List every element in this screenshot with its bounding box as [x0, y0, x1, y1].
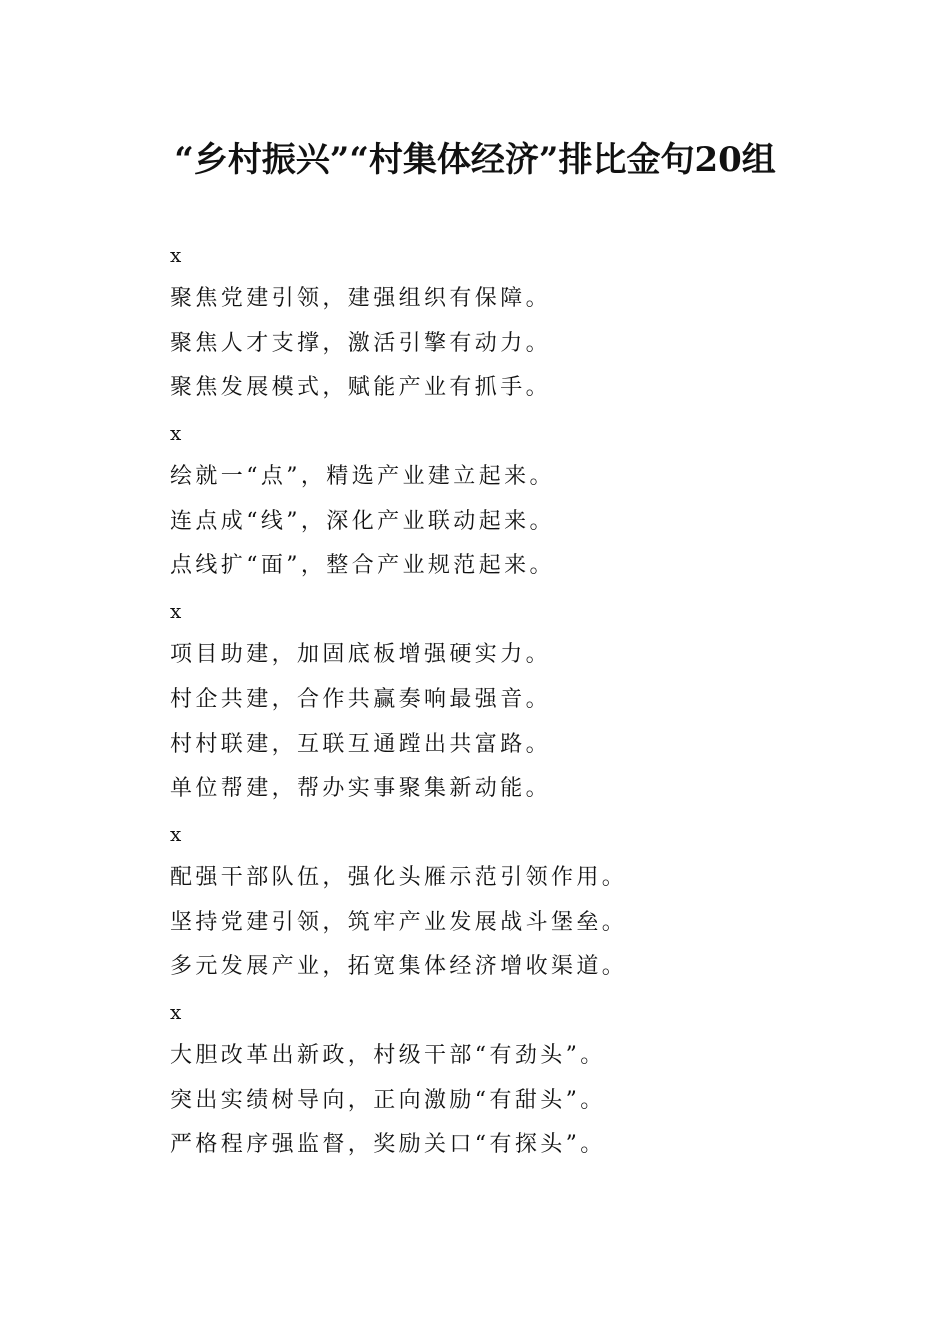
group-marker: x [170, 821, 182, 846]
phrase-line: 配强干部队伍，强化头雁示范引领作用。 [170, 864, 628, 890]
phrase-line: 严格程序强监督，奖励关口“有探头”。 [170, 1132, 606, 1158]
phrase-line: 点线扩“面”，整合产业规范起来。 [170, 553, 555, 579]
phrase-line: 聚焦发展模式，赋能产业有抓手。 [170, 375, 552, 401]
phrase-line: 多元发展产业，拓宽集体经济增收渠道。 [170, 954, 628, 980]
phrase-group-3 [170, 589, 890, 812]
group-marker: x [170, 999, 182, 1024]
phrase-line: 连点成“线”，深化产业联动起来。 [170, 508, 555, 534]
phrase-line: 大胆改革出新政，村级干部“有劲头”。 [170, 1042, 606, 1068]
group-marker: x [170, 599, 182, 624]
phrase-line: 聚焦人才支撑，激活引擎有动力。 [170, 330, 552, 356]
group-marker: x [170, 421, 182, 446]
document-title: “乡村振兴”“村集体经济”排比金句20组 [174, 140, 776, 180]
phrase-group-5 [170, 990, 890, 1168]
phrase-group-4 [170, 812, 890, 990]
phrase-group-2 [170, 411, 890, 589]
phrase-line: 村村联建，互联互通蹚出共富路。 [170, 731, 552, 757]
phrase-line: 聚焦党建引领，建强组织有保障。 [170, 286, 552, 311]
phrase-group-1 [170, 233, 890, 411]
group-marker: x [170, 243, 182, 267]
phrase-line: 绘就一“点”，精选产业建立起来。 [170, 464, 555, 490]
document-body [170, 233, 890, 1168]
phrase-line: 坚持党建引领，筑牢产业发展战斗堡垒。 [170, 909, 628, 935]
phrase-line: 突出实绩树导向，正向激励“有甜头”。 [170, 1087, 606, 1113]
phrase-line: 项目助建，加固底板增强硬实力。 [170, 642, 552, 668]
phrase-line: 单位帮建，帮办实事聚集新动能。 [170, 776, 552, 802]
phrase-line: 村企共建，合作共赢奏响最强音。 [170, 686, 552, 712]
